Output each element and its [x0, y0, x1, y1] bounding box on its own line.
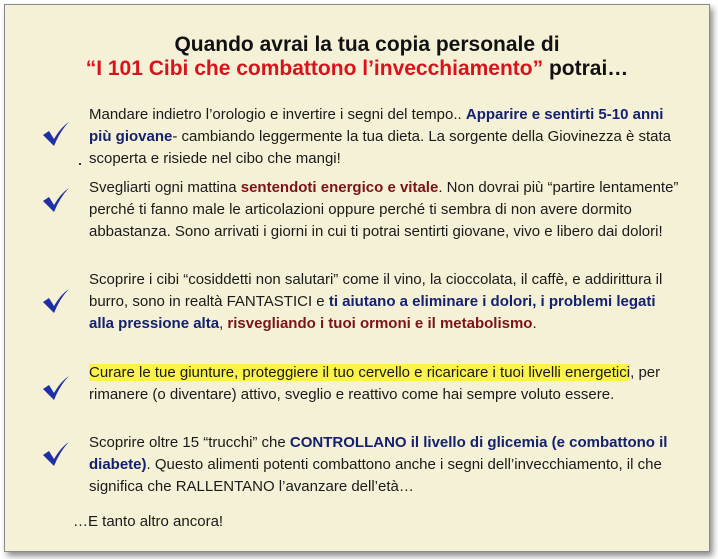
closing-line: …E tanto altro ancora!: [73, 513, 224, 530]
benefit-text: ,: [219, 315, 228, 332]
benefit-item-4: [89, 362, 679, 406]
benefit-text: .: [532, 315, 537, 332]
checkmark-icon: [41, 375, 71, 401]
headline-tail: potrai…: [543, 57, 629, 80]
promo-card: [4, 4, 710, 552]
benefit-highlight: Curare le tue giunture, proteggiere il tuo cervello e ricaricare i tuoi livelli energetici: [89, 364, 631, 381]
benefit-item-2: [89, 177, 679, 243]
benefit-item-5: [89, 432, 679, 498]
stray-dot: [79, 163, 81, 165]
benefit-highlight: sentendoti energico e vitale: [240, 179, 439, 196]
benefit-text: Svegliarti ogni mattina: [89, 179, 241, 196]
benefit-highlight: Apparire e sentirti 5-10 anni più giovane: [89, 106, 664, 145]
benefit-item-1: [89, 104, 679, 170]
checkmark-icon: [41, 121, 71, 147]
headline-line-2: [5, 57, 709, 81]
benefit-text: Scoprire oltre 15 “trucchi” che: [89, 434, 290, 451]
checkmark-icon: [41, 187, 71, 213]
benefit-text: Scoprire i cibi “cosiddetti non salutari” come il vino, la cioccolata, il caffè, e addirittura il burro, sono in realtà FANTASTICI e: [89, 271, 663, 310]
benefit-text: - cambiando leggermente la tua dieta. La sorgente della Giovinezza è stata scoperta e risiede nel cibo che mangi!: [89, 128, 671, 167]
book-title: “I 101 Cibi che combattono l’invecchiamento”: [85, 57, 544, 80]
headline-line-1: Quando avrai la tua copia personale di: [174, 33, 560, 56]
benefit-highlight: CONTROLLANO il livello di glicemia (e combattono il diabete): [89, 434, 668, 473]
benefit-highlight: risvegliando i tuoi ormoni e il metabolismo: [227, 315, 533, 332]
checkmark-icon: [41, 441, 71, 467]
benefit-item-3: [89, 269, 679, 335]
benefit-text: . Questo alimenti potenti combattono anche i segni dell’invecchiamento, il che significa che RALLENTANO l’avanzare dell’età…: [89, 456, 662, 495]
checkmark-icon: [41, 288, 71, 314]
benefit-text: . Non dovrai più “partire lentamente” perché ti fanno male le articolazioni oppure perché ti sembra di non avere dormito abbastanza. Sono arrivati i giorni in cui ti potrai sentirti giovane, vivo e libero dai dolori!: [89, 179, 679, 240]
benefit-text: , per rimanere (o diventare) attivo, sveglio e reattivo come hai sempre voluto essere.: [89, 364, 661, 403]
benefit-highlight: ti aiutano a eliminare i dolori, i problemi legati alla pressione alta: [89, 293, 656, 332]
benefit-text: Mandare indietro l’orologio e invertire i segni del tempo..: [89, 106, 466, 123]
